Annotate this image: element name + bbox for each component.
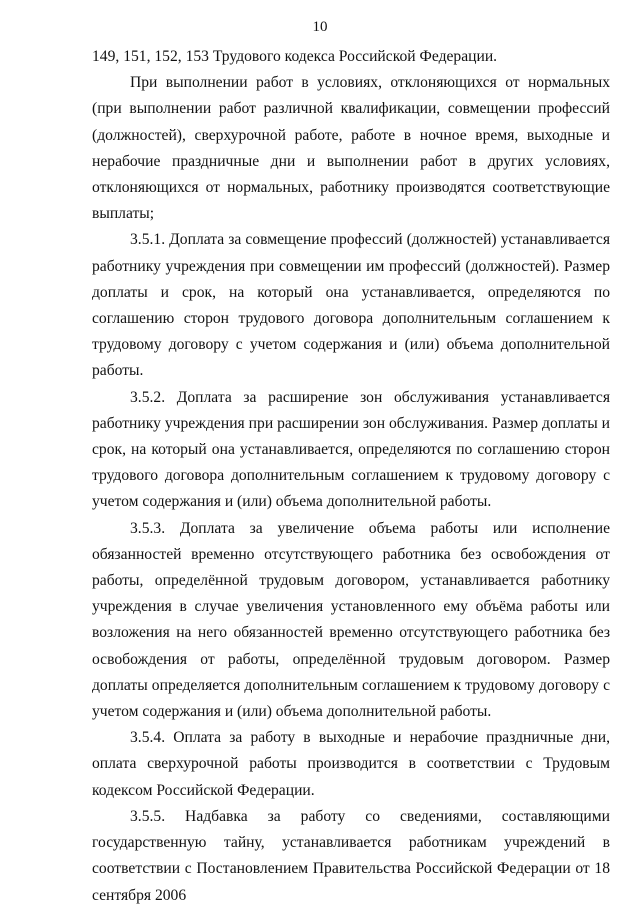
paragraph-3-5-1: 3.5.1. Доплата за совмещение профессий (должностей) устанавливается работнику учреждения при совмещении им профессий (должностей). Размер доплаты и срок, на который она устанавливается, определяются по соглашению сторон трудового договора дополнительным соглашением к трудовому договору с учетом содержания и (или) объема дополнительной работы.	[92, 231, 610, 380]
paragraph-3-5-3: 3.5.3. Доплата за увеличение объема работы или исполнение обязанностей временно отсутствующего работника без освобождения от работы, определённой трудовым договором, устанавливается работнику учреждения в случае увеличения установленного ему объёма работы или возложения на него обязанностей временно отсутствующего работника без освобождения от работы, определённой трудовым договором. Размер доплаты определяется дополнительным соглашением к трудовому договору с учетом содержания и (или) объема дополнительной работы.	[92, 519, 610, 721]
paragraph-3-5-2: 3.5.2. Доплата за расширение зон обслуживания устанавливается работнику учреждения при расширении зон обслуживания. Размер доплаты и срок, на который она устанавливается, определяются по соглашению сторон трудового договора дополнительным соглашением к трудовому договору с учетом содержания и (или) объема дополнительной работы.	[92, 388, 610, 511]
document-body	[92, 44, 610, 909]
paragraph-continuation: 149, 151, 152, 153 Трудового кодекса Российской Федерации.	[92, 48, 498, 65]
paragraph-3-5-5: 3.5.5. Надбавка за работу со сведениями, составляющими государственную тайну, устанавливается работникам учреждений в соответствии с Постановлением Правительства Российской Федерации от 18 сентября 2006	[92, 807, 610, 904]
paragraph-3-5-4: 3.5.4. Оплата за работу в выходные и нерабочие праздничные дни, оплата сверхурочной работы производится в соответствии с Трудовым кодексом Российской Федерации.	[92, 729, 610, 799]
page-number: 10	[312, 19, 328, 35]
paragraph-deviating-conditions: При выполнении работ в условиях, отклоняющихся от нормальных (при выполнении работ различной квалификации, совмещении профессий (должностей), сверхурочной работе, работе в ночное время, выходные и нерабочие праздничные дни и выполнении работ в других условиях, отклоняющихся от нормальных, работнику производятся соответствующие выплаты;	[92, 74, 610, 223]
